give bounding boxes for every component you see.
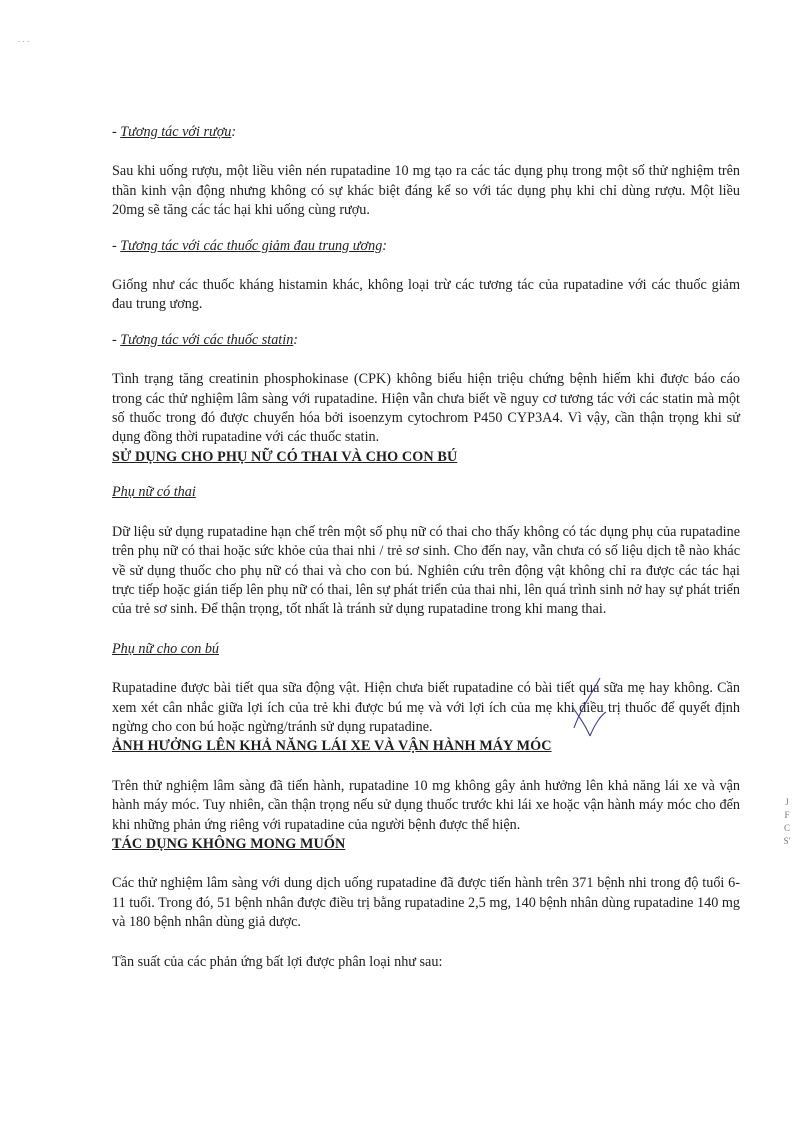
pregnancy-section-heading: SỬ DỤNG CHO PHỤ NỮ CÓ THAI VÀ CHO CON BÚ [112, 448, 458, 465]
statin-interaction-heading: - Tương tác với các thuốc statin: [112, 331, 299, 348]
breastfeeding-text: Rupatadine được bài tiết qua sữa động vật. Hiện chưa biết rupatadine có bài tiết qua sữa mẹ hay không. Cần xem xét cân nhắc giữa lợi ích của trẻ khi được bú mẹ và với lợi ích của mẹ khi điều trị thuốc để quyết định ngừng cho con bú hoặc ngừng/tránh sử dụng rupatadine. [112, 680, 740, 735]
breastfeeding-heading: Phụ nữ cho con bú [112, 640, 220, 657]
driving-section-heading: ẢNH HƯỞNG LÊN KHẢ NĂNG LÁI XE VÀ VẬN HÀNH MÁY MÓC [112, 738, 552, 755]
pregnant-women-text: Dữ liệu sử dụng rupatadine hạn chế trên một số phụ nữ có thai cho thấy không có tác dụng phụ của rupatadine trên phụ nữ có thai hoặc sức khỏe của thai nhi / trẻ sơ sinh. Cho đến nay, vẫn chưa có số liệu dịch tễ nào khác về sử dụng thuốc cho phụ nữ có thai và cho con bú. Nghiên cứu trên động vật không chỉ ra được các tác hại trực tiếp hoặc gián tiếp lên phụ nữ có thai, lên sự phát triển của thai nhi, lên quá trình sinh nở hay sự phát triển của trẻ sơ sinh. Để thận trọng, tốt nhất là tránh sử dụng rupatadine trong khi mang thai. [112, 523, 740, 618]
document-body [112, 123, 740, 972]
right-margin-marks: J F C S' [783, 797, 791, 846]
alcohol-interaction-heading: - Tương tác với rượu: [112, 124, 237, 140]
adverse-effects-heading: TÁC DỤNG KHÔNG MONG MUỐN [112, 835, 346, 852]
pregnant-women-heading: Phụ nữ có thai [112, 484, 196, 501]
statin-heading-text: Tương tác với các thuốc statin [120, 331, 294, 348]
alcohol-interaction-text: Sau khi uống rượu, một liều viên nén rupatadine 10 mg tạo ra các tác dụng phụ trong một số thử nghiệm trên thần kinh vận động nhưng không có sự khác biệt đáng kể so với tác dụng phụ khi chỉ dùng rượu. Một liều 20mg sẽ tăng các tác hại khi uống cùng rượu. [112, 163, 740, 219]
cns-interaction-heading: - Tương tác với các thuốc giảm đau trung ương: [112, 237, 388, 254]
stray-marks: . . . [18, 34, 30, 44]
handwritten-mark [560, 676, 620, 746]
driving-section-text: Trên thử nghiệm lâm sàng đã tiến hành, rupatadine 10 mg không gây ảnh hưởng lên khả năng lái xe và vận hành máy móc. Tuy nhiên, cần thận trọng nếu sử dụng thuốc trước khi lái xe hoặc vận hành máy móc cho đến khi những phản ứng riêng với rupatadine của người bệnh được thể hiện. [112, 777, 740, 833]
alcohol-heading-text: Tương tác với rượu [120, 124, 232, 140]
statin-interaction-text: Tình trạng tăng creatinin phosphokinase (CPK) không biểu hiện triệu chứng bệnh hiếm khi được báo cáo trong các thử nghiệm lâm sàng với rupatadine. Hiện vẫn chưa biết về nguy cơ tương tác với các statin mà một số thuốc trong đó được chuyển hóa bởi isoenzym cytochrom P450 CYP3A4. Vì vậy, cần thận trọng khi sử dụng đồng thời rupatadine với các thuốc statin. [112, 371, 740, 446]
adverse-frequency-text: Tần suất của các phản ứng bất lợi được phân loại như sau: [112, 953, 443, 970]
cns-interaction-text: Giống như các thuốc kháng histamin khác, không loại trừ các tương tác của rupatadine với các thuốc giảm đau trung ương. [112, 277, 740, 313]
cns-heading-text: Tương tác với các thuốc giảm đau trung ương [120, 237, 383, 254]
adverse-effects-text: Các thử nghiệm lâm sàng với dung dịch uống rupatadine đã được tiến hành trên 371 bệnh nhi trong độ tuổi 6-11 tuổi. Trong đó, 51 bệnh nhân được điều trị bằng rupatadine 2,5 mg, 140 bệnh nhân dùng rupatadine 140 mg và 180 bệnh nhân dùng giả dược. [112, 875, 740, 931]
